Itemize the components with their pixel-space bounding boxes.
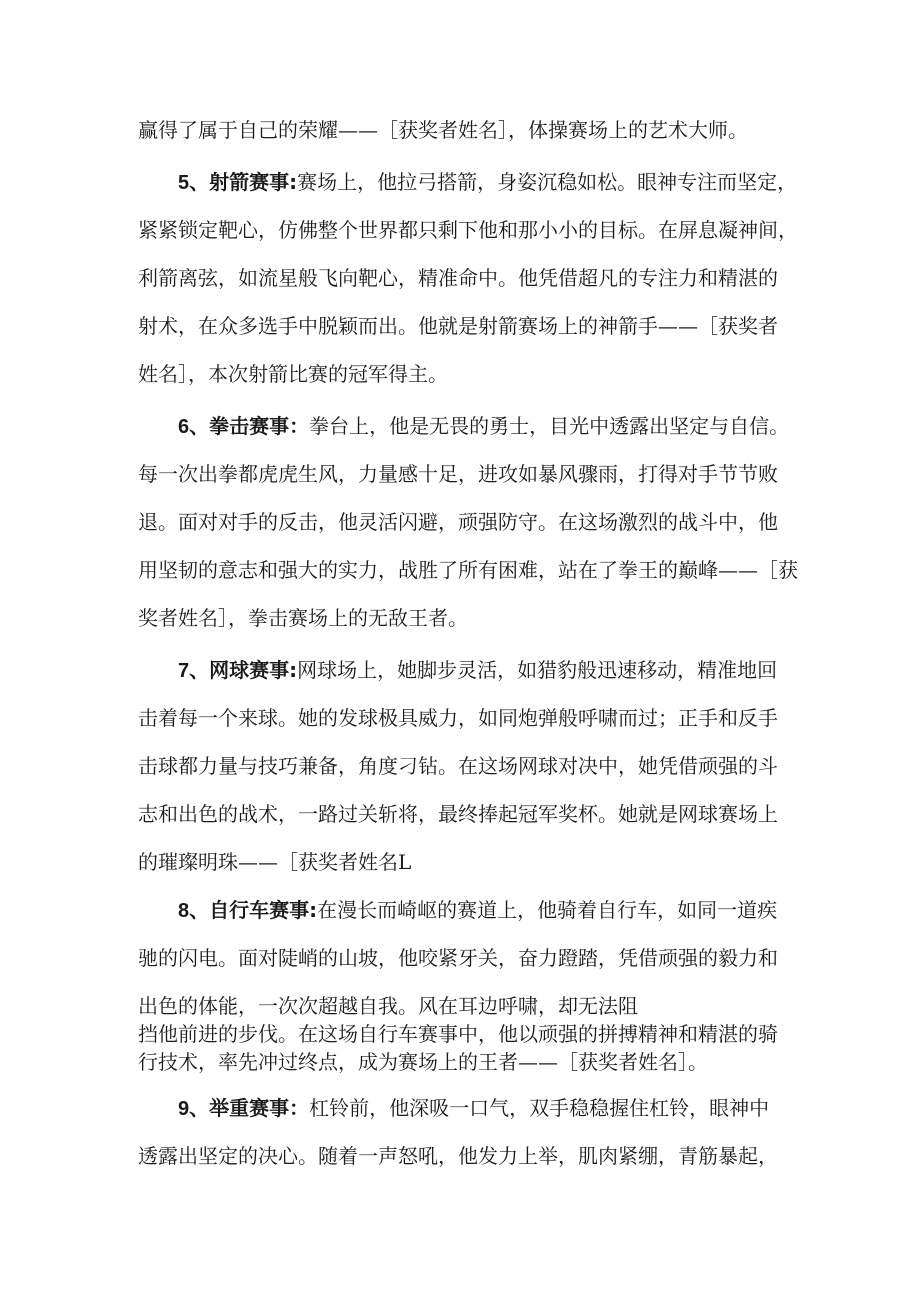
item-heading: 、举重赛事： (189, 1096, 310, 1120)
paragraph-line: 志和出色的战术，一路过关斩将，最终捧起冠军奖杯。她就是网球赛场上 (138, 802, 778, 826)
item-number: 6 (178, 416, 190, 438)
item-heading: 、网球赛事: (189, 658, 298, 682)
paragraph-line: 退。面对对手的反击，他灵活闪避，顽强防守。在这场激烈的战斗中，他 (138, 510, 778, 534)
paragraph-line: 挡他前进的步伐。在这场自行车赛事中，他以顽强的拼搏精神和精湛的骑 (138, 1022, 778, 1046)
paragraph-line: 的璀璨明珠——［获奖者姓名L (138, 850, 412, 874)
paragraph-line: 射术，在众多选手中脱颖而出。他就是射箭赛场上的神箭手——［获奖者 (138, 314, 778, 338)
paragraph-line: 利箭离弦，如流星般飞向靶心，精准命中。他凭借超凡的专注力和精湛的 (138, 266, 778, 290)
paragraph-line: 出色的体能，一次次超越自我。风在耳边呼啸，却无法阻 (138, 994, 638, 1018)
item-number: 7 (178, 660, 190, 682)
paragraph-line: 驰的闪电。面对陡峭的山坡，他咬紧牙关，奋力蹬踏，凭借顽强的毅力和 (138, 946, 778, 970)
item-number: 5 (178, 172, 190, 194)
paragraph-line: 用坚韧的意志和强大的实力，战胜了所有困难，站在了拳王的巅峰——［获 (138, 558, 798, 582)
paragraph-line: 7、网球赛事:网球场上，她脚步灵活，如猎豹般迅速移动，精准地回 (178, 658, 778, 682)
paragraph-line: 8、自行车赛事:在漫长而崎岖的赛道上，他骑着自行车，如同一道疾 (178, 898, 778, 922)
item-heading: 、自行车赛事: (189, 898, 318, 922)
paragraph-line: 每一次出拳都虎虎生风，力量感十足，进攻如暴风骤雨，打得对手节节败 (138, 462, 778, 486)
paragraph-line: 行技术，率先冲过终点，成为赛场上的王者——［获奖者姓名］。 (138, 1050, 708, 1074)
paragraph-line: 5、射箭赛事:赛场上，他拉弓搭箭，身姿沉稳如松。眼神专注而坚定， (178, 170, 798, 194)
item-number: 8 (178, 900, 190, 922)
paragraph-line: 击着每一个来球。她的发球极具威力，如同炮弹般呼啸而过；正手和反手 (138, 706, 778, 730)
item-heading: 、拳击赛事： (189, 414, 310, 438)
paragraph-line: 紧紧锁定靶心，仿佛整个世界都只剩下他和那小小的目标。在屏息凝神间， (138, 218, 798, 242)
paragraph-line: 姓名］，本次射箭比赛的冠军得主。 (138, 362, 448, 386)
paragraph-line: 透露出坚定的决心。随着一声怒吼，他发力上举，肌肉紧绷，青筋暴起， (138, 1144, 778, 1168)
paragraph-line: 击球都力量与技巧兼备，角度刁钻。在这场网球对决中，她凭借顽强的斗 (138, 754, 778, 778)
paragraph-line: 9、举重赛事：杠铃前，他深吸一口气，双手稳稳握住杠铃，眼神中 (178, 1096, 770, 1120)
item-number: 9 (178, 1098, 190, 1120)
paragraph-line: 赢得了属于自己的荣耀——［获奖者姓名］，体操赛场上的艺术大师。 (138, 118, 748, 142)
item-heading: 、射箭赛事: (189, 170, 298, 194)
paragraph-line: 6、拳击赛事：拳台上，他是无畏的勇士，目光中透露出坚定与自信。 (178, 414, 790, 438)
paragraph-line: 奖者姓名］，拳击赛场上的无敌王者。 (138, 606, 468, 630)
